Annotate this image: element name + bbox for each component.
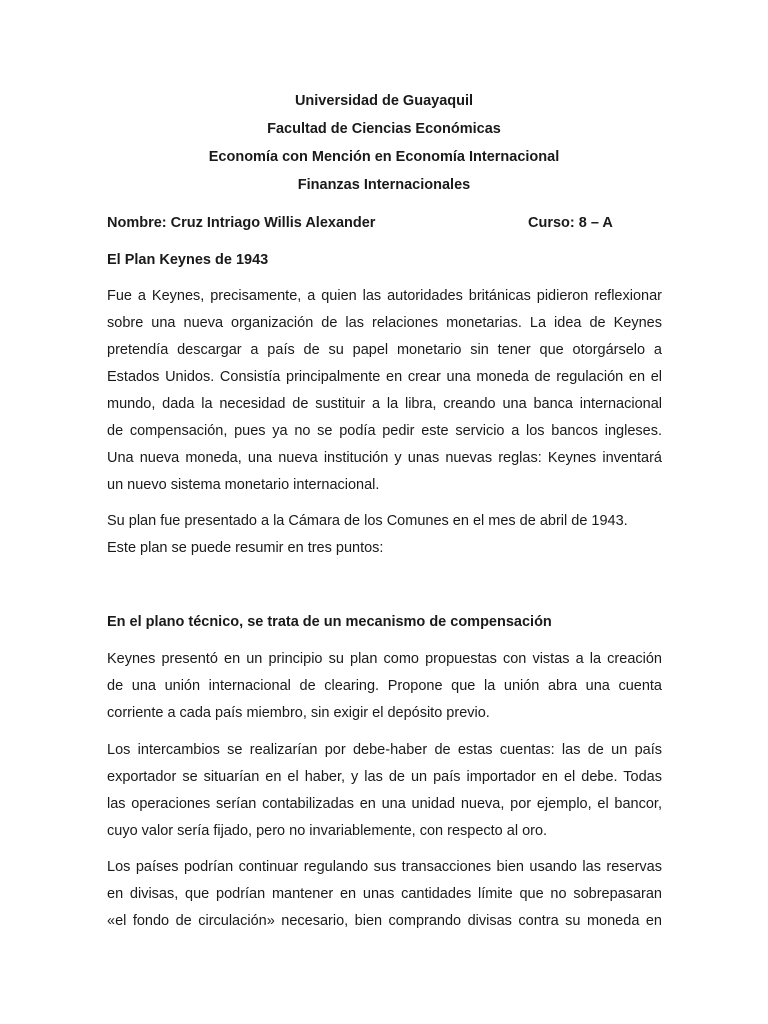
paragraph-5 (107, 854, 662, 935)
paragraph-line: exportador se situarían en el haber, y las de un país importador en el debe. Todas (107, 769, 662, 785)
paragraph-line: sobre una nueva organización de las relaciones monetarias. La idea de Keynes (107, 315, 662, 331)
paragraph-line: de compensación, pues ya no se podía pedir este servicio a los bancos ingleses. (107, 423, 662, 439)
paragraph-line: Este plan se puede resumir en tres puntos: (107, 540, 384, 556)
paragraph-line: Los intercambios se realizarían por debe-haber de estas cuentas: las de un país (107, 742, 662, 758)
paragraph-4 (107, 737, 662, 845)
paragraph-line: en divisas, que podrían mantener en unas cantidades límite que no sobrepasaran (107, 886, 662, 902)
paragraph-line: de una unión internacional de clearing. Propone que la unión abra una cuenta (107, 678, 662, 694)
paragraph-2 (107, 508, 662, 562)
section-heading: En el plano técnico, se trata de un mecanismo de compensación (107, 614, 552, 630)
paragraph-line: corriente a cada país miembro, sin exigir el depósito previo. (107, 705, 490, 721)
paragraph-3 (107, 646, 662, 727)
program-heading: Economía con Mención en Economía Internacional (208, 149, 560, 165)
paragraph-1 (107, 283, 662, 499)
paragraph-line: «el fondo de circulación» necesario, bien comprando divisas contra su moneda en (107, 913, 662, 929)
paragraph-line: Los países podrían continuar regulando sus transacciones bien usando las reservas (107, 859, 662, 875)
paragraph-line: las operaciones serían contabilizadas en una unidad nueva, por ejemplo, el bancor, (107, 796, 662, 812)
paragraph-line: Su plan fue presentado a la Cámara de los Comunes en el mes de abril de 1943. (107, 513, 628, 529)
course-name-heading: Finanzas Internacionales (297, 177, 471, 193)
paragraph-line: un nuevo sistema monetario internacional. (107, 477, 380, 493)
university-heading: Universidad de Guayaquil (294, 93, 474, 109)
paragraph-line: Una nueva moneda, una nueva institución y unas nuevas reglas: Keynes inventará (107, 450, 662, 466)
document-title: El Plan Keynes de 1943 (107, 252, 269, 268)
student-name: Nombre: Cruz Intriago Willis Alexander (107, 215, 376, 231)
paragraph-line: cuyo valor sería fijado, pero no invariablemente, con respecto al oro. (107, 823, 548, 839)
paragraph-line: Estados Unidos. Consistía principalmente en crear una moneda de regulación en el (107, 369, 662, 385)
paragraph-line: mundo, dada la necesidad de sustituir a la libra, creando una banca internacional (107, 396, 662, 412)
paragraph-line: Keynes presentó en un principio su plan como propuestas con vistas a la creación (107, 651, 662, 667)
paragraph-line: pretendía descargar a país de su papel monetario sin tener que otorgárselo a (107, 342, 662, 358)
student-course: Curso: 8 – A (528, 215, 613, 231)
faculty-heading: Facultad de Ciencias Económicas (267, 121, 501, 137)
paragraph-line: Fue a Keynes, precisamente, a quien las autoridades británicas pidieron reflexionar (107, 288, 662, 304)
